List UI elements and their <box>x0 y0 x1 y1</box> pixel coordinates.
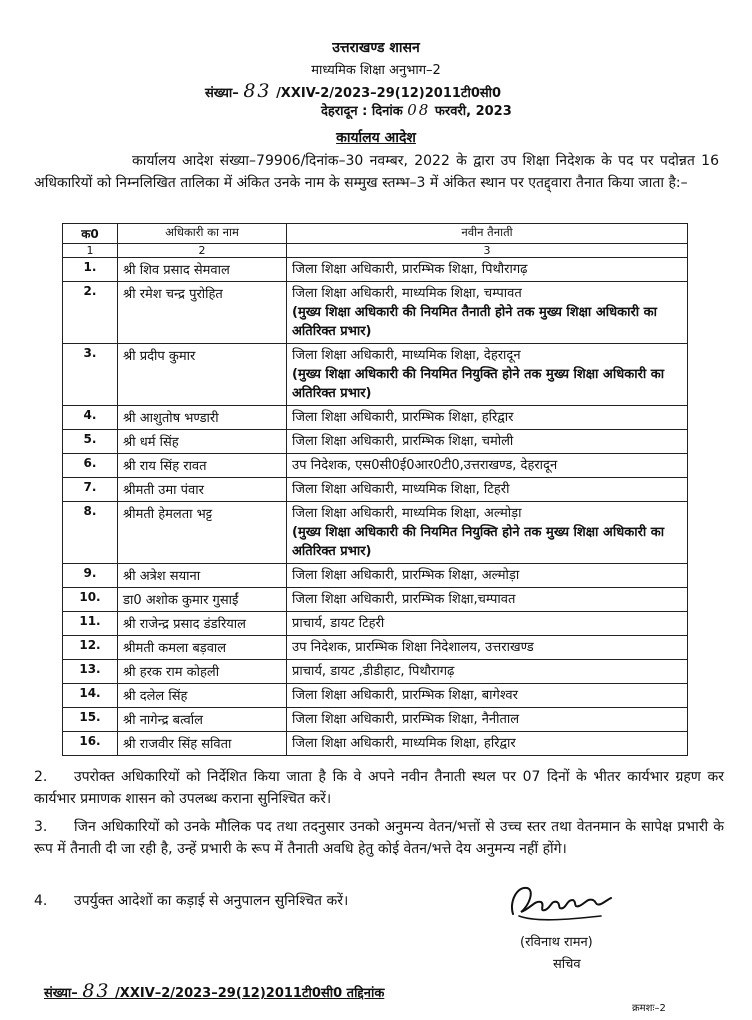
column-number: 3 <box>287 244 688 258</box>
officer-name: श्री राय सिंह रावत <box>118 454 287 478</box>
new-posting <box>287 454 688 478</box>
officer-name: श्री धर्म सिंह <box>118 430 287 454</box>
signatory-designation: सचिव <box>553 957 581 972</box>
posting-text: प्राचार्य, डायट टिहरी <box>292 616 385 631</box>
new-posting <box>287 502 688 564</box>
column-number: 2 <box>118 244 287 258</box>
additional-charge-note: (मुख्य शिक्षा अधिकारी की नियमित नियुक्ति होने तक मुख्य शिक्षा अधिकारी का अतिरिक्त प्रभार) <box>292 367 665 401</box>
posting-text: जिला शिक्षा अधिकारी, प्रारम्भिक शिक्षा, नैनीताल <box>292 712 520 727</box>
paragraph-number: 2. <box>34 769 48 785</box>
table-row <box>63 478 688 502</box>
officer-name: श्री हरक राम कोहली <box>118 660 287 684</box>
new-posting <box>287 732 688 756</box>
paragraph-text: जिन अधिकारियों को उनके मौलिक पद तथा तदनुसार उनको अनुमन्य वेतन/भत्तों से उच्च स्तर तथा वेतनमान के सापेक्ष प्रभारी के रूप में तैनाती दी जा रही है, उन्हें प्रभारी के रूप में तैनाती अवधि हेतु कोई वेतन/भत्ते देय अनुमन्य नहीं होंगे। <box>34 819 724 857</box>
new-posting <box>287 708 688 732</box>
column-number: 1 <box>63 244 118 258</box>
officer-name: श्री अत्रेश सयाना <box>118 564 287 588</box>
officer-name: श्री राजवीर सिंह सविता <box>118 732 287 756</box>
table-row <box>63 344 688 406</box>
paragraph-text: उपरोक्त अधिकारियों को निर्देशित किया जाता है कि वे अपने नवीन तैनाती स्थल पर 07 दिनों के भीतर कार्यभार ग्रहण कर कार्यभार प्रमाणक शासन को उपलब्ध कराना सुनिश्चित करें। <box>34 769 724 807</box>
new-posting <box>287 258 688 282</box>
officer-name: श्री नागेन्द्र बर्त्वाल <box>118 708 287 732</box>
postings-table <box>62 223 688 756</box>
serial-number: 11. <box>63 612 118 636</box>
table-row <box>63 258 688 282</box>
officer-name: श्री रमेश चन्द्र पुरोहित <box>118 282 287 344</box>
reference-number-handwritten: 83 <box>243 80 272 102</box>
header-officer-name: अधिकारी का नाम <box>118 224 287 244</box>
serial-number: 16. <box>63 732 118 756</box>
date-suffix: फरवरी, 2023 <box>434 104 512 119</box>
table-row <box>63 732 688 756</box>
serial-number: 13. <box>63 660 118 684</box>
paragraph-number: 3. <box>34 819 48 835</box>
posting-text: जिला शिक्षा अधिकारी, प्रारम्भिक शिक्षा, अल्मोड़ा <box>292 568 520 583</box>
posting-text: प्राचार्य, डायट ,डीडीहाट, पिथौरागढ़ <box>292 664 455 679</box>
table-row <box>63 684 688 708</box>
serial-number: 7. <box>63 478 118 502</box>
officer-name: श्रीमती हेमलता भट्ट <box>118 502 287 564</box>
place-date-line <box>321 101 512 119</box>
signatory-name: (रविनाथ रामन) <box>520 935 593 950</box>
table-header-row <box>63 224 688 244</box>
new-posting <box>287 282 688 344</box>
officer-name: श्री राजेन्द्र प्रसाद डंडरियाल <box>118 612 287 636</box>
new-posting <box>287 660 688 684</box>
officer-name: श्री प्रदीप कुमार <box>118 344 287 406</box>
serial-number: 15. <box>63 708 118 732</box>
serial-number: 14. <box>63 684 118 708</box>
reference-suffix: /XXIV-2/2023–29(12)2011टी0सी0 <box>276 86 502 101</box>
reference-number-line <box>205 80 501 102</box>
new-posting <box>287 684 688 708</box>
header-new-posting: नवीन तैनाती <box>287 224 688 244</box>
posting-text: जिला शिक्षा अधिकारी, प्रारम्भिक शिक्षा, पिथौरागढ़ <box>292 262 528 277</box>
new-posting <box>287 344 688 406</box>
table-row <box>63 612 688 636</box>
table-row <box>63 660 688 684</box>
table-row <box>63 708 688 732</box>
header-serial: क0 <box>63 224 118 244</box>
new-posting <box>287 612 688 636</box>
posting-text: जिला शिक्षा अधिकारी, प्रारम्भिक शिक्षा, चमोली <box>292 434 514 449</box>
document-title: कार्यालय आदेश <box>336 130 416 146</box>
footer-prefix: संख्या– <box>44 986 78 1001</box>
footer-number-handwritten: 83 <box>82 980 111 1002</box>
date-prefix: देहरादून : दिनांक <box>321 104 403 119</box>
officer-name: श्रीमती उमा पंवार <box>118 478 287 502</box>
serial-number: 2. <box>63 282 118 344</box>
posting-text: जिला शिक्षा अधिकारी, प्रारम्भिक शिक्षा, हरिद्वार <box>292 410 514 425</box>
posting-text: जिला शिक्षा अधिकारी, माध्यमिक शिक्षा, हरिद्वार <box>292 736 516 751</box>
serial-number: 9. <box>63 564 118 588</box>
date-day-handwritten: 08 <box>407 101 431 119</box>
posting-text: जिला शिक्षा अधिकारी, माध्यमिक शिक्षा, देहरादून <box>292 348 521 363</box>
officer-name: श्री आशुतोष भण्डारी <box>118 406 287 430</box>
section-heading: माध्यमिक शिक्षा अनुभाग–2 <box>311 63 441 78</box>
serial-number: 3. <box>63 344 118 406</box>
officer-name: डा0 अशोक कुमार गुसाईं <box>118 588 287 612</box>
footer-suffix: /XXIV–2/2023–29(12)2011टी0सी0 तद्दिनांक <box>115 986 385 1001</box>
posting-text: जिला शिक्षा अधिकारी, माध्यमिक शिक्षा, टिहरी <box>292 482 510 497</box>
posting-text: उप निदेशक, एस0सी0ई0आर0टी0,उत्तराखण्ड, देहरादून <box>292 458 558 473</box>
table-row <box>63 406 688 430</box>
continuation-mark: क्रमशः–2 <box>632 1003 666 1014</box>
officer-name: श्रीमती कमला बड़वाल <box>118 636 287 660</box>
additional-charge-note: (मुख्य शिक्षा अधिकारी की नियमित नियुक्ति होने तक मुख्य शिक्षा अधिकारी का अतिरिक्त प्रभार) <box>292 525 665 559</box>
table-row <box>63 564 688 588</box>
posting-text: जिला शिक्षा अधिकारी, माध्यमिक शिक्षा, अल्मोड़ा <box>292 506 522 521</box>
table-row <box>63 636 688 660</box>
table-row <box>63 588 688 612</box>
table-row <box>63 454 688 478</box>
posting-text: जिला शिक्षा अधिकारी, माध्यमिक शिक्षा, चम्पावत <box>292 286 522 301</box>
paragraph-3 <box>34 816 724 860</box>
reference-prefix: संख्या– <box>205 86 239 101</box>
table-column-number-row <box>63 244 688 258</box>
serial-number: 5. <box>63 430 118 454</box>
officer-name: श्री दलेल सिंह <box>118 684 287 708</box>
table-row <box>63 282 688 344</box>
government-heading: उत्तराखण्ड शासन <box>332 40 420 56</box>
handwritten-signature <box>505 872 615 932</box>
paragraph-4 <box>34 890 724 912</box>
serial-number: 4. <box>63 406 118 430</box>
table-row <box>63 502 688 564</box>
additional-charge-note: (मुख्य शिक्षा अधिकारी की नियमित तैनाती होने तक मुख्य शिक्षा अधिकारी का अतिरिक्त प्रभार) <box>292 305 658 339</box>
new-posting <box>287 564 688 588</box>
posting-text: उप निदेशक, प्रारम्भिक शिक्षा निदेशालय, उत्तराखण्ड <box>292 640 534 655</box>
serial-number: 1. <box>63 258 118 282</box>
serial-number: 10. <box>63 588 118 612</box>
paragraph-2 <box>34 766 724 810</box>
footer-reference <box>44 980 384 1002</box>
table-row <box>63 430 688 454</box>
paragraph-text: उपर्युक्त आदेशों का कड़ाई से अनुपालन सुनिश्चित करें। <box>74 893 349 909</box>
serial-number: 12. <box>63 636 118 660</box>
posting-text: जिला शिक्षा अधिकारी, प्रारम्भिक शिक्षा,चम्पावत <box>292 592 516 607</box>
intro-paragraph: कार्यालय आदेश संख्या–79906/दिनांक–30 नवम्बर, 2022 के द्वारा उप शिक्षा निदेशक के पद पर पदोन्नत 16 अधिकारियों को निम्नलिखित तालिका में अंकित उनके नाम के सम्मुख स्तम्भ–3 में अंकित स्थान पर एतद्द्वारा तैनात किया जाता है:– <box>34 153 719 191</box>
officer-name: श्री शिव प्रसाद सेमवाल <box>118 258 287 282</box>
new-posting <box>287 406 688 430</box>
new-posting <box>287 588 688 612</box>
posting-text: जिला शिक्षा अधिकारी, प्रारम्भिक शिक्षा, बागेश्वर <box>292 688 518 703</box>
paragraph-number: 4. <box>34 893 48 909</box>
new-posting <box>287 430 688 454</box>
new-posting <box>287 636 688 660</box>
serial-number: 8. <box>63 502 118 564</box>
serial-number: 6. <box>63 454 118 478</box>
new-posting <box>287 478 688 502</box>
